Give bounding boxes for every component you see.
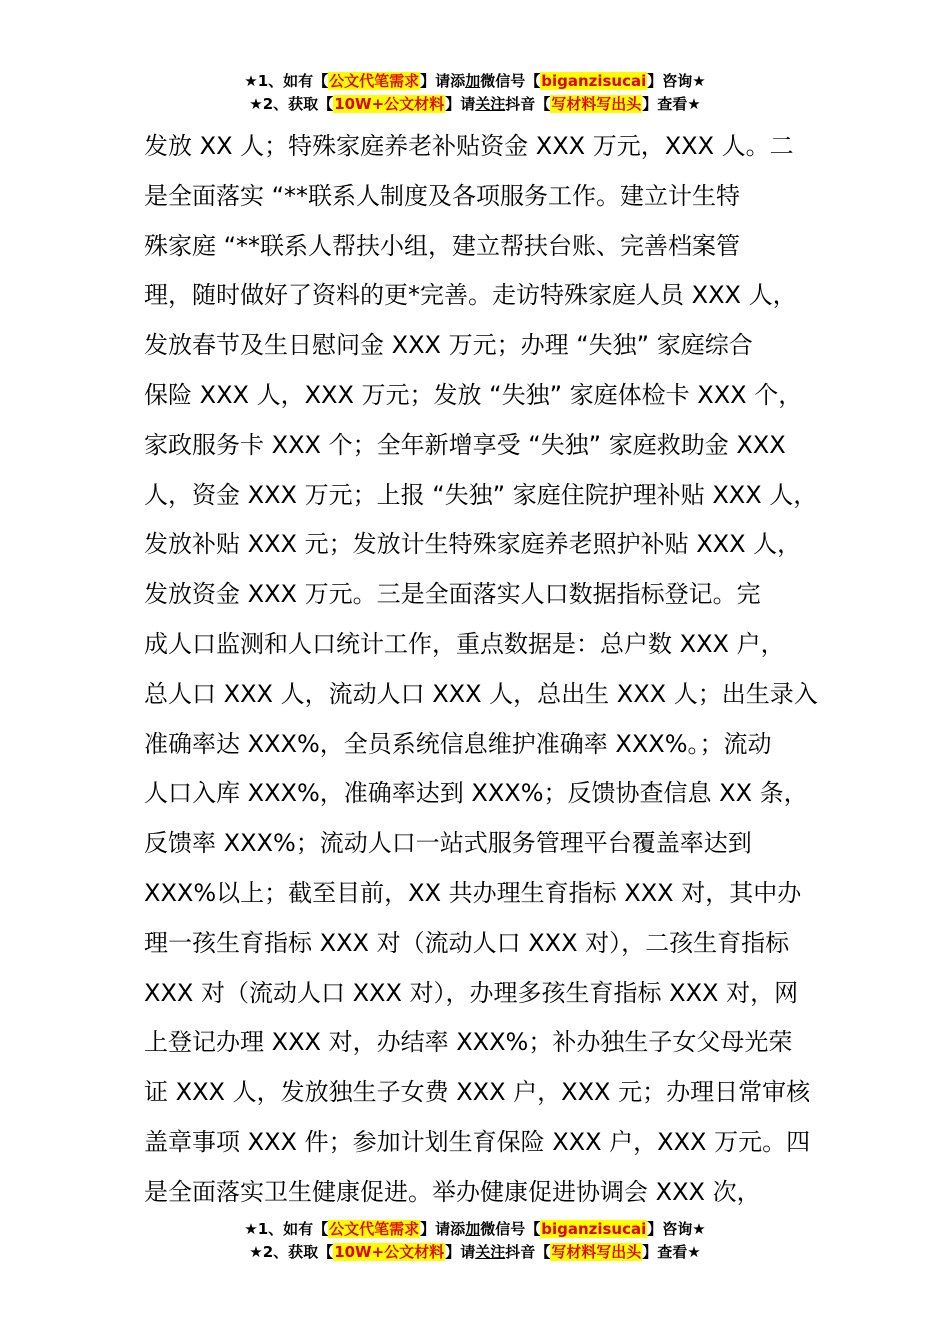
body-line: 保险 XXX 人，XXX 万元；发放 “失独” 家庭体检卡 XXX 个， bbox=[144, 380, 803, 409]
highlight-writing-service: 公文代笔需求 bbox=[329, 1220, 420, 1238]
banner-text: 】查看★ bbox=[642, 95, 701, 113]
banner-text: 】请 bbox=[445, 95, 476, 113]
document-body bbox=[144, 122, 834, 1218]
highlight-douyin-account: 写材料写出头 bbox=[551, 95, 642, 113]
body-line: 盖章事项 XXX 件；参加计划生育保险 XXX 户，XXX 万元。四 bbox=[144, 1127, 811, 1156]
body-line: 理，随时做好了资料的更*完善。走访特殊家庭人员 XXX 人， bbox=[144, 281, 797, 310]
banner-underlined-text: 关注 bbox=[475, 95, 506, 113]
footer-banner bbox=[0, 1218, 950, 1264]
banner-underlined-text: 关注 bbox=[475, 1243, 506, 1261]
body-line: 人口入库 XXX%，准确率达到 XXX%；反馈协查信息 XX 条， bbox=[144, 779, 808, 808]
body-line: 准确率达 XXX%，全员系统信息维护准确率 XXX%。；流动 bbox=[144, 729, 772, 758]
banner-line-2 bbox=[0, 1241, 950, 1264]
banner-text: 抖音【 bbox=[505, 95, 551, 113]
body-line: XXX%以上；截至目前，XX 共办理生育指标 XXX 对，其中办 bbox=[144, 878, 802, 907]
banner-line-2 bbox=[0, 93, 950, 116]
banner-text: 】查看★ bbox=[642, 1243, 701, 1261]
header-banner bbox=[0, 70, 950, 116]
body-line: 发放 XX 人；特殊家庭养老补贴资金 XXX 万元，XXX 人。二 bbox=[144, 132, 794, 160]
banner-text: ★1、如有【 bbox=[244, 1220, 329, 1238]
body-line: 殊家庭 “**联系人帮扶小组，建立帮扶台账、完善档案管 bbox=[144, 231, 741, 260]
body-line: 理一孩生育指标 XXX 对（流动人口 XXX 对），二孩生育指标 bbox=[144, 928, 790, 957]
highlight-materials: 10W+公文材料 bbox=[334, 95, 445, 113]
banner-text: 微信号【 bbox=[480, 72, 541, 90]
banner-text: ★1、如有【 bbox=[244, 72, 329, 90]
body-line: 反馈率 XXX%；流动人口一站式服务管理平台覆盖率达到 bbox=[144, 829, 752, 858]
body-line: 发放补贴 XXX 元；发放计生特殊家庭养老照护补贴 XXX 人， bbox=[144, 530, 802, 559]
highlight-wechat-id: biganzisucai bbox=[541, 1220, 647, 1238]
banner-text: 】咨询★ bbox=[647, 1220, 706, 1238]
banner-underlined-text: 加 bbox=[465, 72, 481, 90]
body-line: 上登记办理 XXX 对，办结率 XXX%；补办独生子女父母光荣 bbox=[144, 1028, 793, 1057]
banner-text: ★2、获取【 bbox=[249, 1243, 334, 1261]
body-line: 成人口监测和人口统计工作，重点数据是：总户数 XXX 户， bbox=[144, 629, 785, 658]
body-line: 总人口 XXX 人，流动人口 XXX 人，总出生 XXX 人；出生录入 bbox=[144, 679, 818, 708]
banner-text: 】请添 bbox=[420, 1220, 466, 1238]
body-line: XXX 对（流动人口 XXX 对），办理多孩生育指标 XXX 对，网 bbox=[144, 978, 799, 1007]
banner-text: ★2、获取【 bbox=[249, 95, 334, 113]
banner-line-1 bbox=[0, 70, 950, 93]
body-line: 家政服务卡 XXX 个；全年新增享受 “失独” 家庭救助金 XXX bbox=[144, 430, 786, 459]
banner-text: 抖音【 bbox=[505, 1243, 551, 1261]
body-line: 是全面落实 “**联系人制度及各项服务工作。建立计生特 bbox=[144, 181, 741, 210]
body-line: 人，资金 XXX 万元；上报 “失独” 家庭住院护理补贴 XXX 人， bbox=[144, 480, 818, 509]
body-line: 发放资金 XXX 万元。三是全面落实人口数据指标登记。完 bbox=[144, 580, 761, 609]
highlight-writing-service: 公文代笔需求 bbox=[329, 72, 420, 90]
body-line: 证 XXX 人，发放独生子女费 XXX 户，XXX 元；办理日常审核 bbox=[144, 1078, 811, 1107]
highlight-douyin-account: 写材料写出头 bbox=[551, 1243, 642, 1261]
banner-text: 微信号【 bbox=[480, 1220, 541, 1238]
banner-line-1 bbox=[0, 1218, 950, 1241]
body-line: 发放春节及生日慰问金 XXX 万元；办理 “失独” 家庭综合 bbox=[144, 331, 753, 360]
banner-text: 】请 bbox=[445, 1243, 476, 1261]
banner-text: 】咨询★ bbox=[647, 72, 706, 90]
banner-underlined-text: 加 bbox=[465, 1220, 481, 1238]
highlight-wechat-id: biganzisucai bbox=[541, 72, 647, 90]
body-line: 是全面落实卫生健康促进。举办健康促进协调会 XXX 次， bbox=[144, 1177, 761, 1206]
highlight-materials: 10W+公文材料 bbox=[334, 1243, 445, 1261]
banner-text: 】请添 bbox=[420, 72, 466, 90]
